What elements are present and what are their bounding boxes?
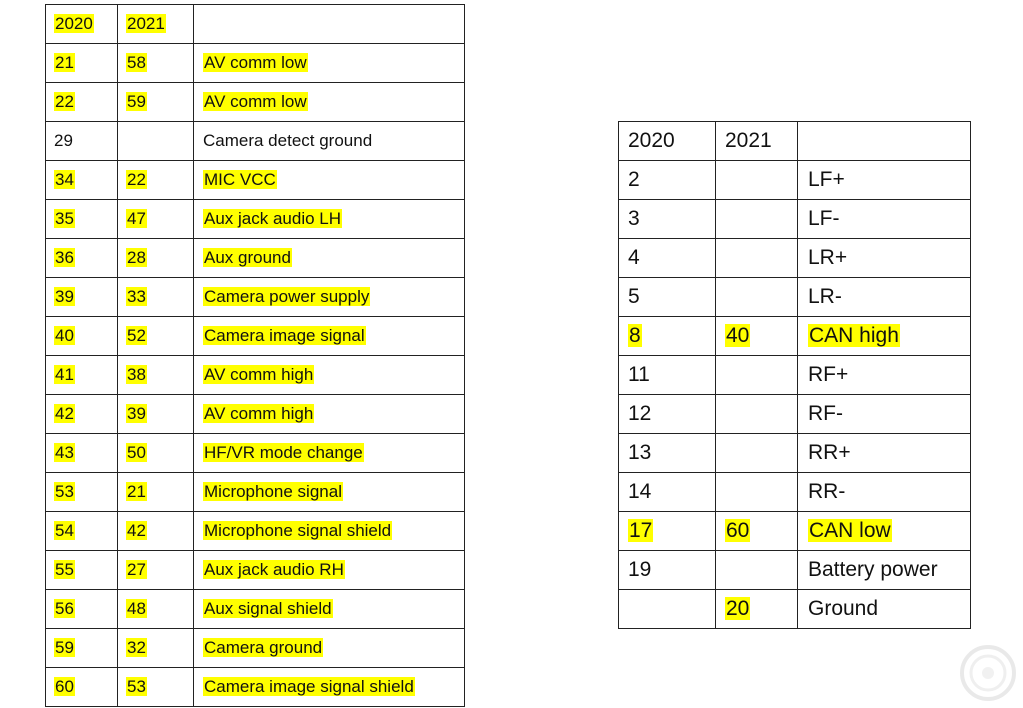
cell-text: Microphone signal [204,482,342,501]
right-table-cell-function [798,278,971,317]
cell-text: 53 [55,482,74,501]
right-table-cell-2021 [716,512,798,551]
left-table-cell-2020 [46,512,118,551]
left-table-cell-function [194,395,465,434]
left-table-cell-2020 [46,161,118,200]
right-pin-table [618,121,971,629]
left-table-cell-2020 [46,590,118,629]
cell-text: 11 [628,363,650,386]
cell-text: 29 [54,131,73,150]
cell-text: 14 [628,480,652,503]
cell-text: AV comm low [204,92,307,111]
cell-text: Camera image signal [204,326,365,345]
right-table-cell-function [798,317,971,356]
right-table-row [619,122,971,161]
left-table-row [46,239,465,278]
left-table-row [46,434,465,473]
left-table-cell-2020 [46,668,118,707]
cell-text: 52 [127,326,146,345]
cell-text: 48 [127,599,146,618]
cell-text: 60 [55,677,74,696]
right-table-row [619,395,971,434]
cell-text: Aux ground [204,248,291,267]
right-table-cell-function [798,473,971,512]
left-table-row [46,512,465,551]
left-table-row [46,200,465,239]
right-table-cell-2020 [619,434,716,473]
right-table-cell-2021 [716,239,798,278]
cell-text: Battery power [808,558,938,581]
left-table-cell-function [194,161,465,200]
cell-text: 5 [628,285,640,308]
cell-text: Camera ground [204,638,323,657]
right-table-cell-2020 [619,278,716,317]
cell-text: AV comm high [204,404,314,423]
left-table-row [46,473,465,512]
right-table-cell-2021 [716,317,798,356]
left-table-cell-2021 [118,395,194,434]
cell-text: 33 [127,287,146,306]
left-table-cell-2021 [118,434,194,473]
right-table-row [619,590,971,629]
left-table-cell-2021 [118,356,194,395]
right-table-cell-function [798,239,971,278]
cell-text: 32 [127,638,146,657]
right-table-cell-2020 [619,122,716,161]
left-table-cell-2021 [118,590,194,629]
right-table-cell-function [798,551,971,590]
cell-text: 2021 [127,14,165,33]
cell-text: RR- [808,480,846,503]
cell-text: Camera power supply [204,287,370,306]
cell-text: 19 [628,558,652,581]
cell-text: 21 [127,482,146,501]
cell-text: 54 [55,521,74,540]
cell-text: 12 [628,402,652,425]
right-table-cell-2020 [619,317,716,356]
left-table-row [46,395,465,434]
cell-text: AV comm low [204,53,307,72]
left-table-cell-2021 [118,83,194,122]
cell-text: 27 [127,560,146,579]
left-table-cell-function [194,278,465,317]
right-table-row [619,239,971,278]
left-table-row [46,161,465,200]
left-table-cell-2020 [46,551,118,590]
cell-text: 55 [55,560,74,579]
right-table-cell-2020 [619,356,716,395]
cell-text: 60 [726,519,750,542]
left-table-cell-2020 [46,239,118,278]
cell-text: 2 [628,168,640,191]
cell-text: Camera detect ground [203,131,373,150]
left-table-row [46,44,465,83]
cell-text: Aux signal shield [204,599,332,618]
right-table-row [619,551,971,590]
cell-text: 47 [127,209,146,228]
cell-text: 22 [55,92,74,111]
left-table-row [46,356,465,395]
left-table-cell-function [194,473,465,512]
left-table-cell-function [194,122,465,161]
left-table-cell-2020 [46,317,118,356]
left-table-cell-2020 [46,278,118,317]
left-table-cell-2020 [46,122,118,161]
cell-text: 3 [628,207,640,230]
left-table-cell-function [194,629,465,668]
cell-text: 35 [55,209,74,228]
left-table-row [46,122,465,161]
right-table-row [619,512,971,551]
cell-text: 22 [127,170,146,189]
left-table-cell-2020 [46,434,118,473]
cell-text: AV comm high [204,365,314,384]
right-table-cell-2020 [619,395,716,434]
left-pin-table [45,4,465,707]
right-table-cell-2021 [716,434,798,473]
right-table-cell-function [798,395,971,434]
left-table-row [46,668,465,707]
right-table-row [619,473,971,512]
cell-text: 53 [127,677,146,696]
left-table-cell-function [194,356,465,395]
cell-text: 59 [55,638,74,657]
left-table-cell-2020 [46,83,118,122]
right-table-cell-function [798,161,971,200]
cell-text: RR+ [808,441,851,464]
right-table-cell-2020 [619,161,716,200]
cell-text: 50 [127,443,146,462]
left-table-cell-2021 [118,161,194,200]
right-table-cell-function [798,512,971,551]
left-table-cell-2020 [46,629,118,668]
right-table-cell-function [798,356,971,395]
right-table-cell-2020 [619,551,716,590]
right-table-cell-function [798,200,971,239]
cell-text: MIC VCC [204,170,276,189]
right-table-cell-2020 [619,200,716,239]
cell-text: LR+ [808,246,848,269]
cell-text: 2020 [55,14,93,33]
cell-text: Ground [808,597,879,620]
left-table-cell-function [194,5,465,44]
cell-text: RF- [808,402,843,425]
cell-text: RF+ [808,363,849,386]
cell-text: 39 [55,287,74,306]
right-table-cell-2020 [619,239,716,278]
right-table-row [619,434,971,473]
cell-text: 34 [55,170,74,189]
right-table-cell-2021 [716,200,798,239]
cell-text: Aux jack audio RH [204,560,344,579]
left-table-cell-function [194,434,465,473]
right-table-cell-2021 [716,473,798,512]
cell-text: 36 [55,248,74,267]
right-table-row [619,161,971,200]
left-table-cell-2020 [46,200,118,239]
left-table-cell-function [194,317,465,356]
cell-text: 42 [55,404,74,423]
left-table-cell-function [194,200,465,239]
left-table-cell-2021 [118,551,194,590]
left-table-cell-function [194,512,465,551]
right-table-row [619,356,971,395]
cell-text: 2021 [725,129,772,152]
right-table-cell-function [798,590,971,629]
left-table-cell-2021 [118,668,194,707]
left-table-cell-2020 [46,395,118,434]
right-table-row [619,317,971,356]
cell-text: 41 [55,365,74,384]
right-table-cell-function [798,122,971,161]
right-table-cell-2021 [716,551,798,590]
cell-text: Aux jack audio LH [204,209,342,228]
cell-text: LR- [808,285,842,308]
cell-text: 38 [127,365,146,384]
cell-text: 17 [629,519,653,542]
left-table-cell-2021 [118,200,194,239]
cell-text: CAN high [809,324,899,347]
cell-text: 8 [629,324,641,347]
cell-text: 39 [127,404,146,423]
cell-text: 21 [55,53,74,72]
left-table-cell-2021 [118,44,194,83]
left-table-row [46,629,465,668]
cell-text: LF+ [808,168,845,191]
left-table-row [46,317,465,356]
cell-text: 40 [55,326,74,345]
left-table-cell-function [194,44,465,83]
right-table-cell-2021 [716,161,798,200]
right-table-cell-function [798,434,971,473]
cell-text: HF/VR mode change [204,443,363,462]
right-table-cell-2021 [716,395,798,434]
left-table-cell-2021 [118,5,194,44]
right-table-cell-2021 [716,356,798,395]
left-table-cell-2021 [118,512,194,551]
left-table-cell-function [194,83,465,122]
right-table-cell-2021 [716,278,798,317]
right-table-row [619,278,971,317]
cell-text: Camera image signal shield [204,677,414,696]
watermark-seal-icon [959,644,1017,702]
cell-text: Microphone signal shield [204,521,392,540]
left-table-cell-2021 [118,629,194,668]
cell-text: 59 [127,92,146,111]
left-table-cell-2021 [118,278,194,317]
left-table-row [46,278,465,317]
left-table-cell-2020 [46,5,118,44]
left-table-cell-2021 [118,122,194,161]
left-table-cell-2021 [118,239,194,278]
cell-text: 43 [55,443,74,462]
left-table-cell-2020 [46,44,118,83]
left-table-row [46,5,465,44]
left-table-cell-function [194,590,465,629]
left-table-cell-function [194,668,465,707]
right-table-cell-2020 [619,590,716,629]
right-table-cell-2021 [716,122,798,161]
left-table-row [46,83,465,122]
cell-text: 58 [127,53,146,72]
cell-text: 56 [55,599,74,618]
left-table-cell-function [194,551,465,590]
right-table-row [619,200,971,239]
cell-text: 20 [726,597,750,620]
cell-text: 13 [628,441,652,464]
right-table-cell-2021 [716,590,798,629]
left-table-row [46,551,465,590]
cell-text: 28 [127,248,146,267]
cell-text: 2020 [628,129,675,152]
cell-text: 40 [726,324,750,347]
right-table-cell-2020 [619,473,716,512]
left-table-row [46,590,465,629]
cell-text: LF- [808,207,840,230]
left-table-cell-2021 [118,473,194,512]
left-table-cell-2020 [46,473,118,512]
cell-text: CAN low [809,519,891,542]
left-table-cell-function [194,239,465,278]
cell-text: 42 [127,521,146,540]
right-table-cell-2020 [619,512,716,551]
cell-text: 4 [628,246,640,269]
left-table-cell-2020 [46,356,118,395]
left-table-cell-2021 [118,317,194,356]
